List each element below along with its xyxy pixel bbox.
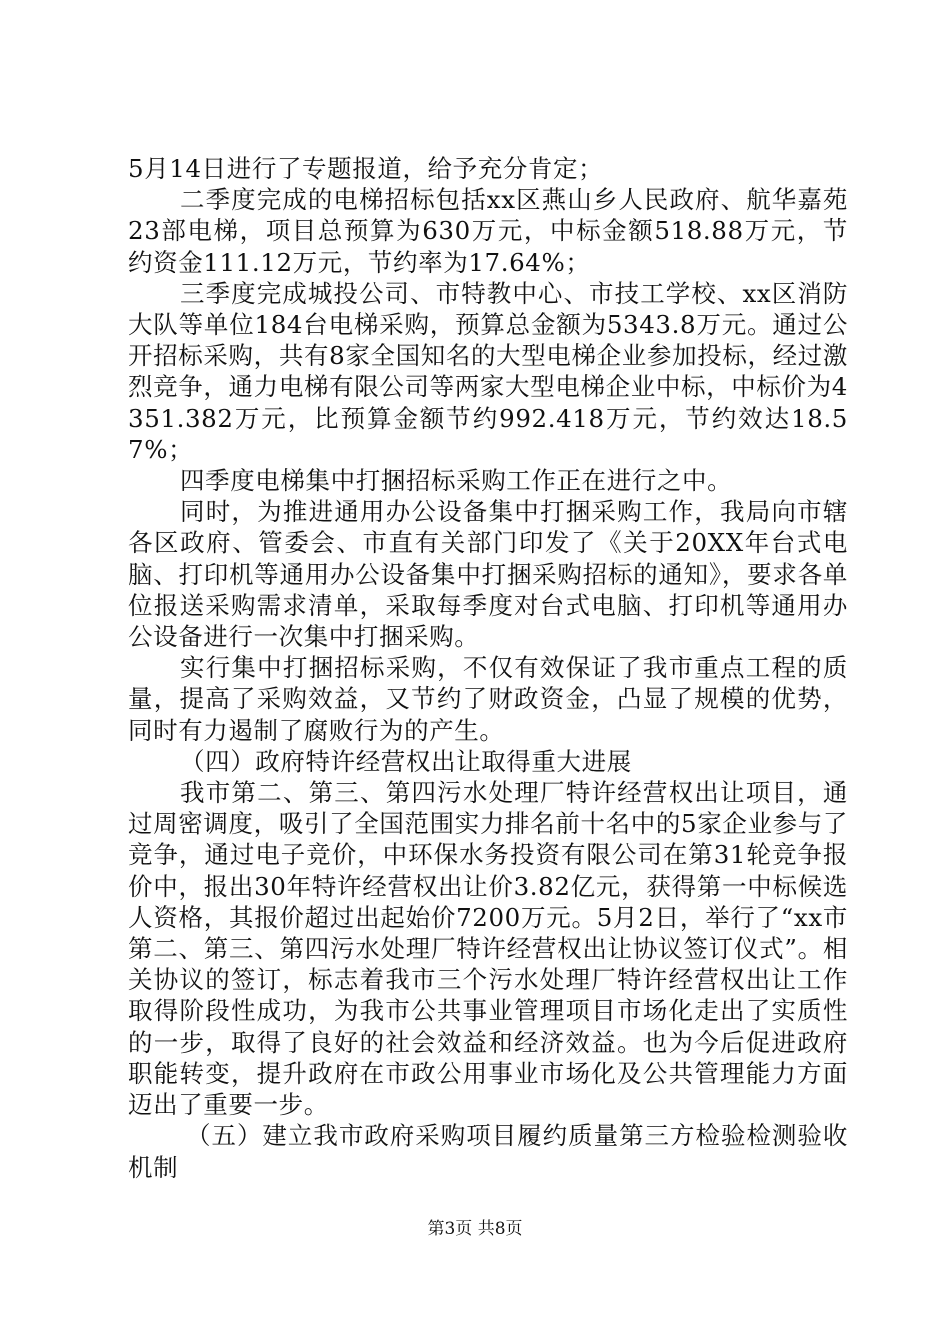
page-number-footer: 第3页 共8页 [427, 1219, 523, 1239]
paragraph-q2-elevator-bidding: 二季度完成的电梯招标包括xx区燕山乡人民政府、航华嘉苑23部电梯，项目总预算为630万元，中标金额518.88万元，节约资金111.12万元，节约率为17.64%； [128, 185, 848, 277]
paragraph-q4-status: 四季度电梯集中打捆招标采购工作正在进行之中。 [180, 466, 733, 496]
paragraph-sewage-franchise: 我市第二、第三、第四污水处理厂特许经营权出让项目，通过周密调度，吸引了全国范围实力排名前十名中的5家企业参与了竞争，通过电子竞价，中环保水务投资有限公司在第31轮竞争报价中，报出30年特许经营权出让价3.82亿元，获得第一中标候选人资格，其报价超过出起始价7200万元。5月2日，举行了“xx市第二、第三、第四污水处理厂特许经营权出让协议签订仪式”。相关协议的签订，标志着我市三个污水处理厂特许经营权出让工作取得阶段性成功，为我市公共事业管理项目市场化走出了实质性的一步，取得了良好的社会效益和经济效益。也为今后促进政府职能转变，提升政府在市政公用事业市场化及公共管理能力方面迈出了重要一步。 [128, 778, 848, 1120]
paragraph-bundled-benefits: 实行集中打捆招标采购，不仅有效保证了我市重点工程的质量，提高了采购效益，又节约了财政资金，凸显了规模的优势，同时有力遏制了腐败行为的产生。 [128, 653, 848, 745]
section-heading-four: （四）政府特许经营权出让取得重大进展 [180, 746, 632, 776]
paragraph-q3-elevator-procurement: 三季度完成城投公司、市特教中心、市技工学校、xx区消防大队等单位184台电梯采购，预算总金额为5343.8万元。通过公开招标采购，共有8家全国知名的大型电梯企业参加投标，经过激烈竞争，通力电梯有限公司等两家大型电梯企业中标，中标价为4351.382万元，比预算金额节约992.418万元，节约效达18.57%； [128, 278, 848, 464]
document-body [128, 153, 848, 1183]
paragraph-office-equipment: 同时，为推进通用办公设备集中打捆采购工作，我局向市辖各区政府、管委会、市直有关部门印发了《关于20XX年台式电脑、打印机等通用办公设备集中打捆采购招标的通知》，要求各单位报送采购需求清单，采取每季度对台式电脑、打印机等通用办公设备进行一次集中打捆采购。 [128, 497, 848, 652]
paragraph-continuation: 5月14日进行了专题报道，给予充分肯定； [128, 154, 604, 183]
section-heading-five: （五）建立我市政府采购项目履约质量第三方检验检测验收机制 [128, 1121, 848, 1182]
